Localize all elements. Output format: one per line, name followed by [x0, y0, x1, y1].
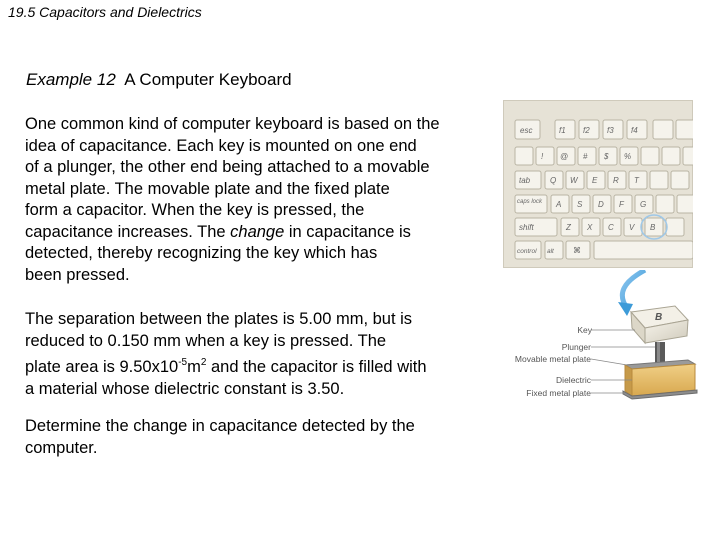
text-line: a material whose dielectric constant is 3.50. [25, 379, 345, 398]
key-row-4 [515, 195, 693, 213]
text-fragment: m [187, 358, 201, 376]
key-label: f4 [631, 126, 638, 135]
key-label: $ [604, 152, 609, 161]
key-label: A [556, 200, 562, 209]
key-label: esc [520, 126, 533, 135]
key-label: D [598, 200, 604, 209]
key-label: control [517, 248, 537, 255]
key-label: V [629, 223, 635, 232]
key-label: caps lock [517, 199, 543, 205]
key-label: shift [519, 223, 534, 232]
text-line: reduced to 0.150 mm when a key is pressed. The [25, 331, 387, 350]
problem-description [25, 114, 487, 286]
key-label: alt [547, 248, 554, 255]
text-fragment: capacitance increases. The [25, 222, 231, 241]
key-label: S [577, 200, 583, 209]
diagram-svg [505, 270, 705, 405]
page-header: 19.5 Capacitors and Dielectrics [8, 4, 202, 20]
key-capacitor-diagram [505, 270, 705, 410]
given-values [25, 309, 475, 400]
label-key: Key [577, 325, 592, 335]
question [25, 416, 475, 459]
keyboard-illustration [503, 100, 693, 273]
key-label: E [592, 176, 598, 185]
example-number: Example 12 [26, 70, 116, 89]
key-label: B [650, 223, 656, 232]
exponent: -5 [178, 357, 188, 368]
key-label: # [583, 152, 588, 161]
text-line: One common kind of computer keyboard is based on the [25, 115, 440, 133]
key-label: X [587, 223, 593, 232]
example-heading: A Computer Keyboard [124, 70, 292, 89]
key-label: F [619, 200, 624, 209]
text-line: computer. [25, 438, 98, 457]
key-label: G [640, 200, 647, 209]
text-line: of a plunger, the other end being attached to a movable [25, 158, 430, 176]
key-letter: B [655, 312, 663, 323]
key-row-2 [515, 147, 693, 165]
text-fragment: and the capacitor is filled with [206, 358, 427, 376]
key-label: f3 [607, 126, 614, 135]
key-label: % [624, 152, 632, 161]
exponent: 2 [200, 357, 207, 368]
key-label: W [570, 176, 578, 185]
emphasized-word: change [230, 222, 285, 241]
text-line: The separation between the plates is 5.00 mm, but is [25, 310, 413, 328]
key-label: T [634, 176, 639, 185]
key-row-5 [515, 218, 684, 236]
key-label: tab [519, 176, 531, 185]
key-label: Z [566, 223, 571, 232]
key-label: f2 [583, 126, 590, 135]
key-label: ! [541, 152, 544, 161]
key-label: C [608, 223, 614, 232]
label-fixed-plate: Fixed metal plate [526, 388, 591, 398]
text-fragment: in capacitance is [284, 222, 411, 241]
text-fragment: plate area is 9.50x10 [25, 358, 179, 376]
pointer-arrow [622, 270, 645, 308]
key-row-3 [515, 171, 689, 189]
text-line: idea of capacitance. Each key is mounted on one end [25, 136, 417, 155]
example-title [26, 70, 292, 90]
text-line [25, 222, 487, 244]
key-label: f1 [559, 126, 566, 135]
text-line: form a capacitor. When the key is pressed, the [25, 201, 365, 219]
key-label: @ [560, 152, 569, 161]
key-label: R [613, 176, 619, 185]
label-dielectric: Dielectric [556, 375, 591, 385]
text-line: detected, thereby recognizing the key which has [25, 244, 378, 262]
key-label: ⌘ [573, 246, 581, 255]
label-plunger: Plunger [561, 342, 591, 352]
key-label: Q [550, 176, 557, 185]
keyboard-svg [503, 100, 693, 268]
text-line: Determine the change in capacitance detected by the [25, 417, 415, 435]
text-line: metal plate. The movable plate and the fixed plate [25, 179, 390, 198]
text-line: been pressed. [25, 265, 130, 284]
label-movable-plate: Movable metal plate [514, 354, 591, 364]
text-line [25, 352, 475, 379]
